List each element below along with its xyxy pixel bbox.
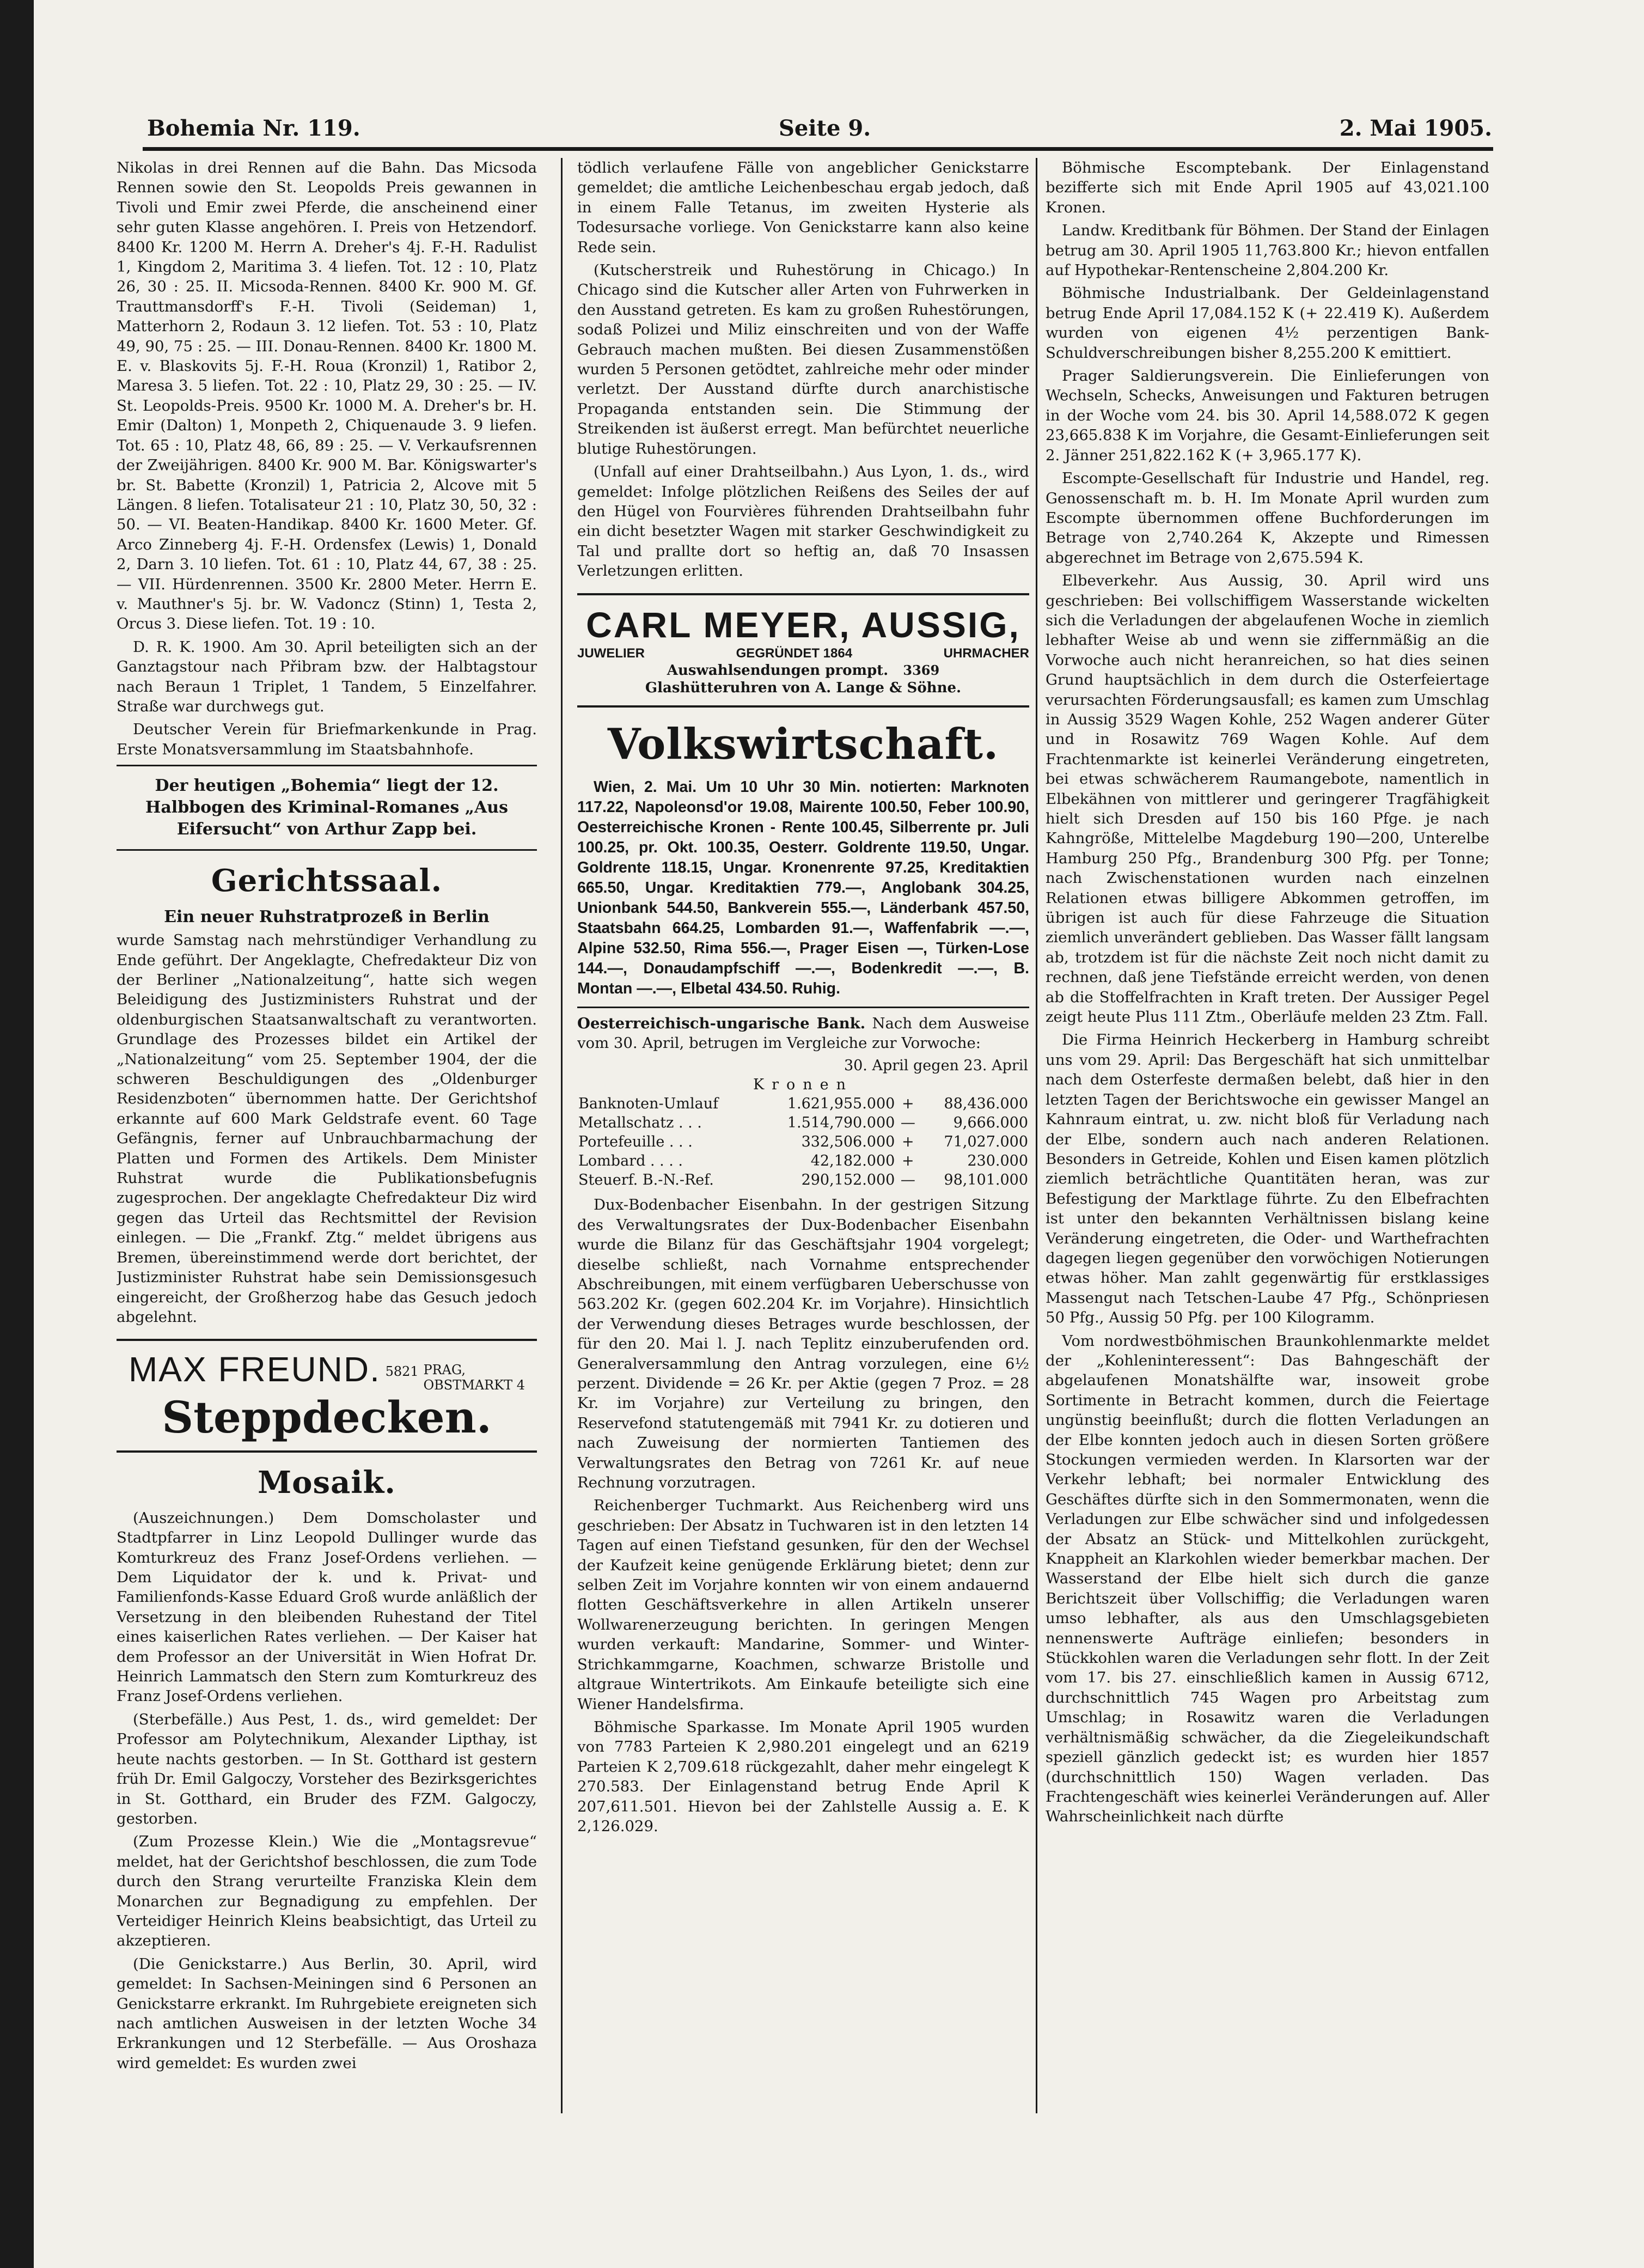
race-report: Nikolas in drei Rennen auf die Bahn. Das Micsoda Rennen sowie den St. Leopolds Preis gewannen in Tivoli und Emir zwei Pferde, die anscheinend einer sehr guten Klasse angehören. I. Preis von Hetzendorf. 8400 Kr. 1200 M. Herrn A. Dreher's 4j. F.-H. Radulist 1, Kingdom 2, Maritima 3. 4 liefen. Tot. 12 : 10, Platz 26, 30 : 25. II. Micsoda-Rennen. 8400 Kr. 900 M. Gf. Trauttmansdorff's F.-H. Tivoli (Seideman) 1, Matterhorn 2, Rodaun 3. 12 liefen. Tot. 53 : 10, Platz 49, 90, 75 : 25. — III. Donau-Rennen. 8400 Kr. 1800 M. E. v. Blaskovits 5j. F.-H. Roua (Kronzil) 1, Ratibor 2, Maresa 3. 5 liefen. Tot. 22 : 10, Platz 29, 30 : 25. — IV. St. Leopolds-Preis. 9500 Kr. 1000 M. A. Dreher's br. H. Emir (Dalton) 1, Monpeth 2, Chiquenaude 3. 9 liefen. Tot. 65 : 10, Platz 48, 66, 89 : 25. — V. Verkaufsrennen der Zweijährigen. 8400 Kr. 900 M. Bar. Königswarter's br. St. Babette (Kronzil) 1, Patricia 2, Alcove mit 5 Längen. 8 liefen. Totalisateur 21 : 10, Platz 30, 50, 32 : 50. — VI. Beaten-Handikap. 8400 Kr. 1600 Meter. Gf. Arco Zinneberg 4j. F.-H. Ordensfex (Lewis) 1, Donald 2, Darn 3. 10 liefen. Tot. 61 : 10, Platz 44, 67, 38 : 25. — VII. Hürdenrennen. 3500 Kr. 2800 Meter. Herrn E. v. Mauthner's 5j. br. W. Vadoncz (Stinn) 1, Testa 2, Orcus 3. Diese liefen. Tot. 19 : 10.: [117, 159, 537, 633]
bank-row-label: Metallschatz . . .: [578, 1114, 702, 1132]
column-divider: [1036, 158, 1037, 2113]
article-industrialbank: Böhmische Industrialbank. Der Geldeinlagenstand betrug Ende April 17,084.152 K (+ 22.419 K). Außerdem wurden von eigenen 4½ perzentigen Bank-Schuldverschreibungen bisher 8,255.200 K emittiert.: [1046, 284, 1489, 362]
ad-freund-address-line1: PRAG,: [423, 1362, 466, 1377]
bank-row-value: 290,152.000: [801, 1172, 895, 1189]
mosaik-item-klein: (Zum Prozesse Klein.) Wie die „Montagsrevue“ meldet, hat der Gerichtshof beschlossen, die zum Tode durch den Strang verurteilte Franziska Klein dem Monarchen zur Begnadigung zu empfehlen. Der Verteidiger Heinrich Kleins beabsichtigt, das Urteil zu akzeptieren.: [117, 1833, 537, 1950]
ad-meyer-title: CARL MEYER, AUSSIG,: [586, 604, 1020, 645]
bank-row-diff: 98,101.000: [944, 1172, 1028, 1189]
novel-notice: Der heutigen „Bohemia“ liegt der 12. Halbbogen des Kriminal-Romanes „Aus Eifersucht“ von Arthur Zapp bei.: [145, 776, 508, 839]
mosaik-item-awards: (Auszeichnungen.) Dem Domscholaster und Stadtpfarrer in Linz Leopold Dullinger wurde das Komturkreuz des Franz Josef-Ordens verliehen. — Dem Liquidator der k. und k. Privat- und Familienfonds-Kasse Eduard Groß wurde anläßlich der Versetzung in den bleibenden Ruhestand der Titel eines kaiserlichen Rates verliehen. — Der Kaiser hat dem Professor an der Universität in Wien Hofrat Dr. Heinrich Lammatsch den Stern zum Komturkreuz des Franz Josef-Ordens verliehen.: [117, 1509, 537, 1705]
article-heckerberg: Die Firma Heinrich Heckerberg in Hamburg schreibt uns vom 29. April: Das Bergeschäft hat sich unmittelbar nach dem Osterfeste dermaßen belebt, daß hier in den letzten Tagen der Berichtswoche ein gewisser Mangel an Kahnraum eintrat, u. zw. nicht bloß für Verladung nach der Elbe, sondern auch nach anderen Relationen. Besonders in Getreide, Kohlen und Eisen kamen plötzlich ziemlich beträchtliche Quantitäten heran, was zur Befestigung der Marktlage führte. Zu den Elbefrachten ist unter den bekannten Verhältnissen bislang keine Veränderung eingetreten, die Oder- und Warthefrachten dagegen liegen gegenüber den vorwöchigen Notierungen etwas höher. Man zahlt gegenwärtig für erstklassiges Massengut nach Tetschen-Laube 47 Pfg., Schönpriesen 50 Pfg., Aussig 50 Pfg. per 100 Kilogramm.: [1046, 1031, 1489, 1327]
ad-freund-number: 5821: [385, 1364, 419, 1380]
table-row: [577, 1113, 1029, 1132]
article-elbeverkehr: Elbeverkehr. Aus Aussig, 30. April wird uns geschrieben: Bei vollschiffigem Wasserstande wickelten sich die Verladungen der abgelaufenen Woche in ziemlich lebhafter Weise ab und wenn sie ziffernmäßig an die Vorwoche auch nicht heranreichen, so hat dies seinen Grund hauptsächlich in dem durch die Osterfeiertage verursachten Förderungsausfall; es kamen zum Umschlag in Aussig 3529 Wagen Kohle, 252 Wagen anderer Güter und in Rosawitz 769 Wagen Kohle. Auf dem Frachtenmarkte ist keinerlei Veränderung eingetreten, bei etwas schwächerem Raumangebote, namentlich in Elbekähnen von mittlerer und geringerer Tragfähigkeit hielt sich Dresden auf 150 bis 160 Pfge. je nach Kahngröße, Mittelelbe Magdeburg 190—200, Unterelbe Hamburg 250 Pfg., Brandenburg 300 Pfg. per Tonne; nach Zwischenstationen wurden nach einzelnen Relationen etwas billigere Abkommen getroffen, im übrigen ist auch für diese Fahrzeuge die Situation ziemlich unverändert geblieben. Das Wasser fällt langsam ab, trotzdem ist für die nächste Zeit noch nicht damit zu rechnen, daß jene Tiefstände erreicht werden, von denen ab die Stoffelfrachten in Kraft treten. Der Aussiger Pegel zeigt heute Plus 111 Ztm., Oberläufe melden 23 Ztm. Fall.: [1046, 572, 1489, 1026]
table-row: [577, 1094, 1029, 1113]
ad-meyer-line2: Glashütteruhren von A. Lange & Söhne.: [645, 679, 962, 696]
bank-row-label: Banknoten-Umlauf: [578, 1095, 719, 1113]
scan-gutter: [0, 0, 34, 2268]
bank-row-value: 1.621,955.000: [787, 1095, 895, 1113]
column-divider: [561, 158, 563, 2113]
bank-row-diff: 9,666.000: [953, 1114, 1028, 1132]
ad-carl-meyer: [577, 593, 1029, 708]
article-reichenberg-cloth: Reichenberger Tuchmarkt. Aus Reichenberg wird uns geschrieben: Der Absatz in Tuchwaren ist in den letzten 14 Tagen auf einen Tiefstand gesunken, für den der Wechsel der Kaufzeit keine genügende Erklärung bietet; denn zur selben Zeit im Vorjahre konnten wir von einem andauernd flotten Geschäftsverkehre in allen Artikeln unserer Wollwarenerzeugung berichten. In geringen Mengen wurden verkauft: Mandarine, Sommer- und Winter-Strichkammgarne, Koachmen, schwarze Bristolle und altgraue Wintertrikots. Am Einkaufe beteiligte sich eine Wiener Handelsfirma.: [577, 1497, 1029, 1713]
mosaik-item-genickstarre: (Die Genickstarre.) Aus Berlin, 30. April, wird gemeldet: In Sachsen-Meiningen sind 6 Personen an Genickstarre erkrankt. Im Ruhrgebiete ereigneten sich nach amtlichen Ausweisen in der letzten Woche 34 Erkrankungen und 12 Sterbefälle. — Aus Oroshaza wird gemeldet: Es wurden zwei: [117, 1955, 537, 2072]
ad-meyer-subline: [577, 645, 1029, 662]
article-braunkohlenmarkt: Vom nordwestböhmischen Braunkohlenmarkte meldet der „Kohleninteressent“: Das Bahngeschäft der abgelaufenen Monatshälfte war, insoweit grobe Sortimente in Betracht kommen, durch die Feiertage ungünstig beeinflußt; durch die flotten Verladungen an der Elbe konnten jedoch auch in diesen Sorten größere Stockungen vermieden werden. In Klarsorten war der Verkehr lebhaft; bei normaler Entwicklung des Geschäftes dürfte sich in den Sommermonaten, wenn die Verladungen zur Elbe schwächer sind und infolgedessen der Absatz an Stück- und Mittelkohlen zurückgeht, Knappheit an Klarkohlen wieder bemerkbar machen. Der Wasserstand der Elbe hielt sich durch die ganze Berichtszeit über Vollschiffig; die Verladungen waren umso lebhafter, als aus den Umschlagsgebieten nennenswerte Aufträge einliefen; besonders in Stückkohlen waren die Verladungen sehr flott. In der Zeit vom 17. bis 27. einschließlich kamen in Aussig 6712, durchschnittlich 745 Wagen pro Arbeitstag zum Umschlag; in Rosawitz waren die Verladungen verhältnismäßig schwächer, da die Ziegeleikundschaft speziell gänzlich gedeckt ist; es wurden hier 1857 (durchschnittlich 150) Wagen verladen. Das Frachtengeschäft wies keinerlei Veränderungen auf. Aller Wahrscheinlichkeit nach dürfte: [1046, 1332, 1489, 1826]
article-escomptebank: Böhmische Escomptebank. Der Einlagenstand bezifferte sich mit Ende April 1905 auf 43,021.100 Kronen.: [1046, 159, 1489, 216]
header-masthead: Bohemia Nr. 119.: [147, 115, 360, 141]
divider: [577, 1007, 1029, 1008]
bank-row-sign: +: [902, 1153, 914, 1170]
article-bohemian-savings: Böhmische Sparkasse. Im Monate April 1905 wurden von 7783 Parteien K 2,980.201 eingelegt und an 6219 Parteien K 2,709.618 rückgezahlt, daher mehr eingelegt K 270.583. Der Einlagenstand betrug Ende April K 207,611.501. Hievon bei der Zahlstelle Aussig a. E. K 2,126.029.: [577, 1718, 1029, 1835]
genickstarre-continued: tödlich verlaufene Fälle von angeblicher Genickstarre gemeldet; die amtliche Leichenbeschau ergab jedoch, daß in einem Falle Tetanus, im zweiten Hysterie als Todesursache vorliege. Von Genickstarre kann also keine Rede sein.: [577, 159, 1029, 256]
market-report: Wien, 2. Mai. Um 10 Uhr 30 Min. notierten: Marknoten 117.22, Napoleonsd'or 19.08, Mairente 100.50, Feber 100.90, Oesterreichische Kronen - Rente 100.45, Silberrente pr. Juli 100.25, pr. Okt. 100.35, Oesterr. Goldrente 119.50, Ungar. Goldrente 118.15, Ungar. Kronenrente 97.25, Kreditaktien 665.50, Ungar. Kreditaktien 779.—, Anglobank 304.25, Unionbank 544.50, Bankverein 555.—, Länderbank 457.50, Staatsbahn 664.25, Lombarden 91.—, Waffenfabrik —.—, Alpine 532.50, Rima 556.—, Prager Eisen —, Türken-Lose 144.—, Donaudampfschiff —.—, Bodenkredit —.—, B. Montan —.—, Elbetal 434.50. Ruhig.: [577, 778, 1029, 997]
bank-heading: [577, 1014, 1029, 1053]
table-row: [577, 1151, 1029, 1170]
mosaik-item-deaths: (Sterbefälle.) Aus Pest, 1. ds., wird gemeldet: Der Professor am Polytechnikum, Alexander Lipthay, ist heute nachts gestorben. — In St. Gotthard ist gestern früh Dr. Emil Galgoczy, Vorsteher des Bezirksgerichtes in St. Gotthard, ein Bruder des FZM. Galgoczy, gestorben.: [117, 1710, 537, 1827]
bank-row-diff: 71,027.000: [944, 1133, 1028, 1151]
bank-row-diff: 230.000: [967, 1153, 1028, 1170]
bank-row-diff: 88,436.000: [944, 1095, 1028, 1113]
ad-meyer-shipping: Auswahlsendungen prompt.: [667, 662, 889, 679]
bank-row-sign: —: [900, 1172, 915, 1189]
court-subhead: Ein neuer Ruhstratprozeß in Berlin: [164, 907, 490, 927]
bank-row-sign: +: [902, 1133, 914, 1151]
article-landw-kreditbank: Landw. Kreditbank für Böhmen. Der Stand der Einlagen betrug am 30. April 1905 11,763.800 Kr.; hievon entfallen auf Hypothekar-Rentenscheine 2,804.200 Kr.: [1046, 222, 1489, 279]
bank-row-value: 332,506.000: [801, 1133, 895, 1151]
table-row: [577, 1132, 1029, 1151]
header-date: 2. Mai 1905.: [1339, 115, 1492, 141]
article-cable-railway: (Unfall auf einer Drahtseilbahn.) Aus Lyon, 1. ds., wird gemeldet: Infolge plötzlichen Reißens des Seiles der auf den Hügel von Fourvières führenden Drahtseilbahn fuhr ein dicht besetzter Wagen mit starker Geschwindigkeit zu Tal und prallte dort so heftig an, daß 70 Insassen Verletzungen erlitten.: [577, 463, 1029, 580]
table-row: [577, 1170, 1029, 1190]
bank-intro: Nach dem Ausweise vom 30. April, betrugen im Vergleiche zur Vorwoche:: [577, 1014, 1029, 1052]
ad-max-freund: [117, 1339, 537, 1453]
ad-freund-title: MAX FREUND.: [128, 1350, 381, 1389]
bank-row-value: 42,182.000: [810, 1153, 895, 1170]
bank-table: [577, 1056, 1029, 1190]
article-saldierungsverein: Prager Saldierungsverein. Die Einlieferungen von Wechseln, Schecks, Anweisungen und Fakturen betrugen in der Woche vom 24. bis 30. April 14,588.072 K gegen 23,665.838 K im Vorjahre, die Gesamt-Einlieferungen seit 2. Jänner 251,822.162 K (+ 3,965.177 K).: [1046, 367, 1489, 464]
ad-meyer-line1: [577, 662, 1029, 679]
article-escompte-gesellschaft: Escompte-Gesellschaft für Industrie und Handel, reg. Genossenschaft m. b. H. Im Monate April wurden zum Escompte übernommen offene Buchforderungen im Betrage von 2,740.264 K, Akzepte und Rimessen abgerechnet im Betrage von 2,675.594 K.: [1046, 470, 1489, 566]
bank-row-sign: —: [900, 1114, 915, 1132]
notice-stamps: Deutscher Verein für Briefmarkenkunde in Prag. Erste Monatsversammlung im Staatsbahnhofe.: [117, 721, 537, 758]
economy-section-title: Volkswirtschaft.: [607, 719, 999, 769]
bank-row-label: Portefeuille . . .: [578, 1133, 693, 1151]
mosaik-section-title: Mosaik.: [258, 1464, 396, 1501]
column-3: [1046, 158, 1489, 2097]
bank-table-header: [577, 1056, 1029, 1075]
header-rule: [143, 147, 1493, 151]
ad-freund-product: Steppdecken.: [162, 1391, 492, 1443]
header-page-number: Seite 9.: [779, 115, 871, 141]
bank-unit: Kronen: [753, 1076, 854, 1094]
bank-row-value: 1.514,790.000: [787, 1114, 895, 1132]
column-2: [577, 158, 1029, 2097]
article-dux-bodenbacher: Dux-Bodenbacher Eisenbahn. In der gestrigen Sitzung des Verwaltungsrates der Dux-Bodenbacher Eisenbahn wurde die Bilanz für das Geschäftsjahr 1904 vorgelegt; dieselbe schließt, nach Vornahme entsprechender Abschreibungen, mit einem verfügbaren Ueberschusse von 563.202 Kr. (gegen 602.204 Kr. im Vorjahre). Hinsichtlich der Verwendung dieses Betrages wurde beschlossen, der für den 20. Mai l. J. nach Teplitz einzuberufenden ord. Generalversammlung den Antrag vorzulegen, eine 6½ perzent. Dividende = 26 Kr. per Aktie (gegen 7 Proz. = 28 Kr. im Vorjahre) zur Verteilung zu bringen, den Reservefond statutengemäß mit 7941 Kr. zu dotieren und nach Zuweisung der normierten Tantiemen des Verwaltungsrates den Betrag von 7261 Kr. auf neue Rechnung vorzutragen.: [577, 1196, 1029, 1492]
ad-meyer-watchmaker: UHRMACHER: [943, 645, 1029, 661]
bank-row-label: Steuerf. B.-N.-Ref.: [578, 1172, 714, 1189]
ad-meyer-jeweler: JUWELIER: [577, 645, 645, 661]
court-text: wurde Samstag nach mehrstündiger Verhandlung zu Ende geführt. Der Angeklagte, Chefredakteur Diz von der Berliner „Nationalzeitung“, hatte sich wegen Beleidigung des Justizministers Ruhstrat und der oldenburgischen Staatsanwaltschaft zu verantworten. Grundlage des Prozesses bildet ein Artikel der „Nationalzeitung“ vom 25. September 1904, der die schweren Beschuldigungen des „Oldenburger Residenzboten“ übernommen hatte. Der Gerichtshof erkannte auf 600 Mark Geldstrafe event. 60 Tage Gefängnis, ferner auf Unbrauchbarmachung der Platten und Formen des Artikels. Dem Minister Ruhstrat wurde die Publikationsbefugnis zugesprochen. Der angeklagte Chefredakteur Diz wird gegen das Urteil das Rechtsmittel der Revision einlegen. — Die „Frankf. Ztg.“ meldet übrigens aus Bremen, übereinstimmend werde dort berichtet, der Justizminister Ruhstrat habe sein Demissionsgesuch eingereicht, der Großherzog habe das Gesuch jedoch abgelehnt.: [117, 931, 537, 1326]
bank-table-unit-row: [577, 1075, 1029, 1094]
bank-row-sign: +: [902, 1095, 914, 1113]
divider: [117, 849, 537, 851]
ad-meyer-founded: GEGRÜNDET 1864: [736, 645, 853, 661]
ad-freund-address: [423, 1362, 525, 1393]
article-chicago-strike: (Kutscherstreik und Ruhestörung in Chicago.) In Chicago sind die Kutscher aller Arten von Fuhrwerken in den Ausstand getreten. Es kam zu großen Ruhestörungen, sodaß Polizei und Miliz einschreiten und von der Waffe Gebrauch machen mußten. Bei diesen Zusammenstößen wurden 5 Personen getödtet, zahlreiche mehr oder minder verletzt. Der Ausstand dürfte durch anarchistische Propaganda entstanden sein. Die Stimmung der Streikenden ist äußerst erregt. Man befürchtet neuerliche blutige Ruhestörungen.: [577, 261, 1029, 458]
column-1: [117, 158, 537, 2097]
notice-rak: D. R. K. 1900. Am 30. April beteiligten sich an der Ganztagstour nach Přibram bzw. der Halbtagstour nach Beraun 1 Triplet, 1 Tandem, 5 Einzelfahrer. Straße war durchwegs gut.: [117, 638, 537, 715]
ad-meyer-number: 3369: [903, 662, 940, 678]
page-header: [147, 115, 1492, 148]
bank-row-label: Lombard . . . .: [578, 1153, 683, 1170]
court-section-title: Gerichtssaal.: [211, 863, 443, 899]
bank-column-heading: 30. April gegen 23. April: [844, 1057, 1028, 1075]
divider: [117, 765, 537, 766]
bank-title: Oesterreichisch-ungarische Bank.: [577, 1014, 866, 1032]
ad-freund-address-line2: OBSTMARKT 4: [423, 1377, 525, 1393]
